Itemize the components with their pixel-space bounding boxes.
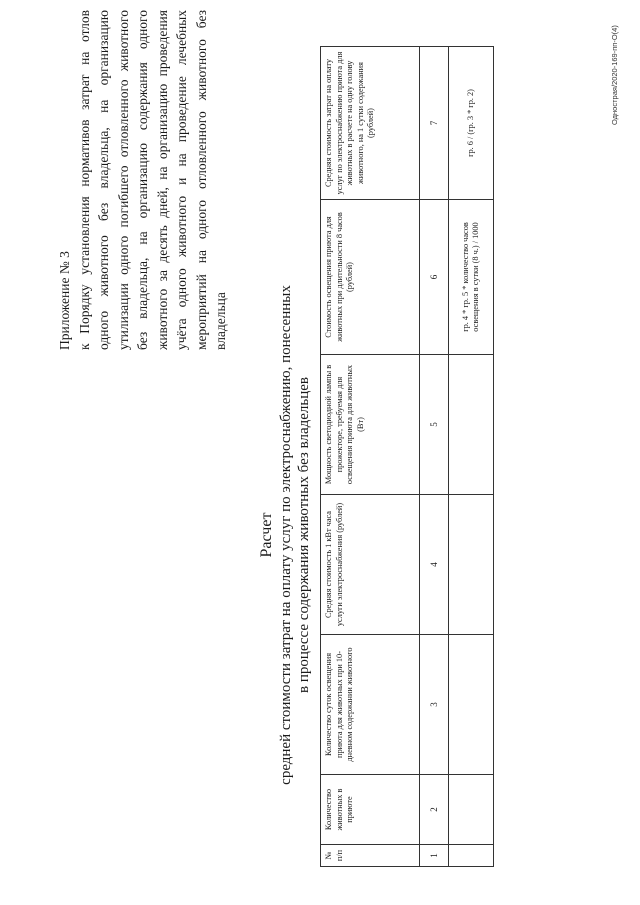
appendix-text: к Порядку установления нормативов затрат на отлов одного животного без владельца, на организацию утилизации одного погибшего отловленного животного без владельца, на организацию содержания одного животного за десять дней, на организацию проведения учёта одного животного и на проведение лечебных мероприятий на одного отловленного животного без владельца <box>76 10 228 350</box>
column-number-cell: 4 <box>420 495 449 635</box>
column-number-cell: 2 <box>420 775 449 845</box>
table-header-row <box>321 47 420 867</box>
header-cell: Стоимость освещения приюта для животных при длительности 8 часов (рублей) <box>321 200 420 355</box>
header-cell: Количество животных в приюте <box>321 775 420 845</box>
formula-cell <box>449 775 494 845</box>
column-number-cell: 6 <box>420 200 449 355</box>
column-number-cell: 3 <box>420 635 449 775</box>
column-number-cell: 7 <box>420 47 449 200</box>
calc-title: Расчет <box>258 512 275 558</box>
formula-cell: гр. 6 / (гр. 3 * гр. 2) <box>449 47 494 200</box>
document-id: Однострая/2020-169-пп-О(4) <box>610 25 619 125</box>
appendix-header: Приложение № 3 <box>57 251 72 350</box>
header-cell: № п/п <box>321 845 420 867</box>
table-row <box>420 47 449 867</box>
formula-cell: гр. 4 * гр. 5 * количество часов освещения в сутки (8 ч.) / 1000 <box>449 200 494 355</box>
formula-cell <box>449 635 494 775</box>
formula-cell <box>449 845 494 867</box>
column-number-cell: 1 <box>420 845 449 867</box>
appendix-block <box>55 10 231 350</box>
header-cell: Средняя стоимость затрат на оплату услуг по электроснабжению приюта для животных в расчете на одну голову животного, на 1 сутки содержания (рублей) <box>321 47 420 200</box>
column-number-cell: 5 <box>420 355 449 495</box>
table-row <box>449 47 494 867</box>
formula-cell <box>449 495 494 635</box>
calc-subtitle-line1: средней стоимости затрат на оплату услуг по электроснабжению, понесенных <box>278 285 294 785</box>
header-cell: Мощность светодиодной лампы в прожекторе, требуемая для освещения приюта для животных (Вт) <box>321 355 420 495</box>
header-cell: Количество суток освещения приюта для животных при 10-дневном содержании животного <box>321 635 420 775</box>
calculation-table <box>320 46 494 867</box>
calc-subtitle-line2: в процессе содержания животных без владельцев <box>296 377 312 694</box>
formula-cell <box>449 355 494 495</box>
header-cell: Средняя стоимость 1 кВт часа услуги электроснабжения (рублей) <box>321 495 420 635</box>
